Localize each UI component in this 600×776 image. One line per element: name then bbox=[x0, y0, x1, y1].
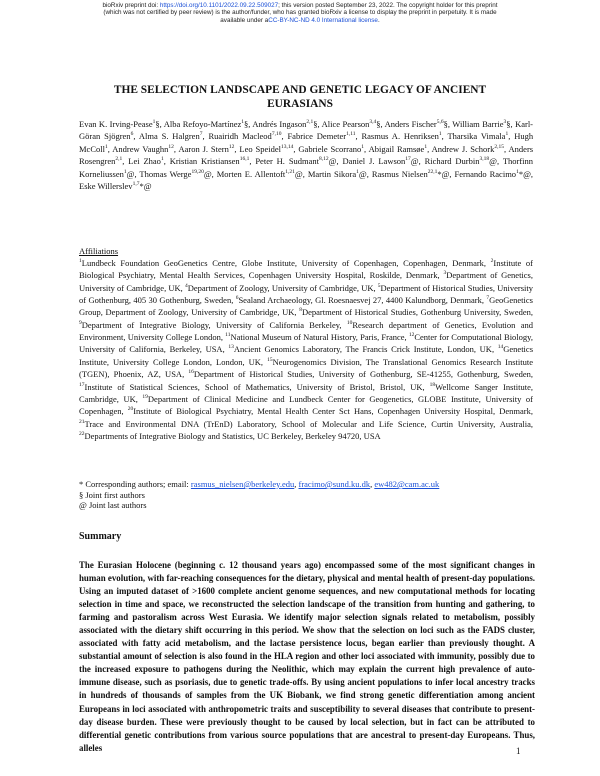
preprint-banner bbox=[0, 2, 600, 24]
banner-prefix: bioRxiv preprint doi: bbox=[102, 2, 160, 9]
author-name: Gabriele Scorrano bbox=[298, 143, 362, 154]
author-affiliation-ref: 1 bbox=[438, 131, 442, 138]
corresponding-authors bbox=[79, 479, 533, 490]
affiliation-number: 19 bbox=[142, 394, 148, 401]
author-separator: , bbox=[355, 131, 362, 142]
affiliation-number: 3 bbox=[443, 270, 447, 277]
author-mark: @ bbox=[126, 168, 135, 179]
affiliation-number: 20 bbox=[127, 406, 134, 413]
author-mark: @ bbox=[410, 156, 419, 167]
author-mark: @ bbox=[328, 156, 337, 167]
author-entry bbox=[170, 156, 256, 166]
title-line-1: THE SELECTION LANDSCAPE AND GENETIC LEGACY OF ANCIENT bbox=[113, 84, 487, 96]
author-separator: , bbox=[248, 118, 253, 129]
summary-heading: Summary bbox=[79, 531, 122, 542]
author-name: Leo Speidel bbox=[239, 143, 281, 154]
author-entry bbox=[79, 181, 152, 191]
email-list bbox=[191, 479, 439, 489]
author-affiliation-ref: 1 bbox=[424, 143, 428, 150]
author-affiliation-ref: 19,20 bbox=[191, 168, 204, 175]
author-name: Alice Pearson bbox=[321, 118, 370, 129]
author-entry bbox=[425, 156, 503, 166]
author-name: Fabrice Demeter bbox=[287, 131, 347, 142]
author-affiliation-ref: 3,18 bbox=[479, 156, 490, 163]
author-name: Hugh McColl bbox=[79, 131, 534, 154]
author-separator: , bbox=[317, 118, 322, 129]
affiliations-heading: Affiliations bbox=[79, 246, 119, 256]
author-mark: @ bbox=[358, 168, 367, 179]
author-name: Abigail Ramsøe bbox=[368, 143, 425, 154]
author-name: Andrew Vaughn bbox=[112, 143, 169, 154]
author-name: Aaron J. Stern bbox=[178, 143, 229, 154]
author-entry bbox=[369, 144, 432, 154]
author-name: Alba Refoyo-Martínez bbox=[163, 118, 242, 129]
author-entry bbox=[287, 131, 361, 141]
license-suffix: . bbox=[377, 16, 380, 24]
affiliation-number: 18 bbox=[429, 381, 436, 388]
author-separator: , bbox=[441, 131, 448, 142]
author-separator: , bbox=[336, 156, 343, 167]
affiliation-number: 10 bbox=[346, 319, 353, 326]
author-mark: @ bbox=[294, 168, 303, 179]
author-name: Lei Zhao bbox=[128, 156, 161, 167]
author-name: Rasmus Nielsen bbox=[371, 168, 428, 179]
author-name: Martin Sikora bbox=[307, 168, 357, 179]
author-name: Andrew J. Schork bbox=[431, 143, 495, 154]
affiliation-entry bbox=[228, 344, 497, 354]
author-mark: § bbox=[313, 118, 318, 129]
author-name: Richard Durbin bbox=[424, 156, 480, 167]
title-line-2: EURASIANS bbox=[267, 98, 333, 110]
author-mark: § bbox=[244, 118, 249, 129]
author-name: Kristian Kristiansen bbox=[169, 156, 240, 167]
author-entry bbox=[178, 144, 239, 154]
affiliation-text: Department of Zoology, University of Cambridge, UK, bbox=[187, 282, 378, 293]
author-separator: , bbox=[281, 131, 288, 142]
affiliation-entry bbox=[188, 369, 533, 379]
author-affiliation-ref: 1 bbox=[356, 168, 359, 175]
affiliation-text: Neurogenomics Division, The Translational Genomics Research Institute (TGEN), Phoenix, AZ, USA, bbox=[79, 356, 533, 380]
author-mark: § bbox=[376, 118, 381, 129]
author-separator: , bbox=[503, 143, 509, 154]
author-entry bbox=[361, 131, 447, 141]
author-name: Anders Rosengren bbox=[79, 143, 534, 167]
author-entry bbox=[139, 131, 209, 141]
license-prefix: available under a bbox=[220, 16, 269, 24]
author-separator: , bbox=[530, 168, 534, 179]
author-affiliation-ref: 1,7 bbox=[132, 181, 140, 188]
author-affiliation-ref: 3,4 bbox=[369, 119, 377, 125]
license-link[interactable]: CC-BY-NC-ND 4.0 International license bbox=[268, 16, 378, 24]
author-name: Eske Willerslev bbox=[79, 180, 133, 191]
author-name: Andrés Ingason bbox=[252, 118, 307, 129]
author-mark: @ bbox=[203, 168, 212, 179]
affiliation-text: Wellcome Sanger Institute, Cambridge, UK, bbox=[79, 381, 533, 404]
affiliation-text: Department of Historical Studies, University of Gothenburg, 405 30 Gothenburg, Sweden, bbox=[79, 282, 534, 305]
author-mark: *@ bbox=[518, 168, 531, 179]
affiliation-text: Institute of Statistical Sciences, School of Mathematics, University of Bristol, Bristol, UK, bbox=[84, 381, 430, 392]
affiliation-number: 6 bbox=[235, 295, 239, 302]
author-affiliation-ref: 2,15 bbox=[494, 143, 504, 150]
summary-paragraph: The Eurasian Holocene (beginning c. 12 thousand years ago) encompassed some of the most significant changes in human evolution, with far-reaching consequences for the dietary, physical and mental health of present-day populations. Using an imputed dataset of >1600 complete ancient genome sequences, and new computational methods for locating selection in time and space, we reconstructed the selection landscape of the transition from hunting and gathering, to farming and pastoralism across West Eurasia. We identify major selection signals related to metabolism, possibly associated with the dietary shift occurring in this period. We show that the selection on loci such as the FADS cluster, associated with fatty acid metabolism, and the lactase persistence locus, began earlier than previously thought. A substantial amount of selection is also found in the HLA region and other loci associated with immunity, possibly due to the increased exposure to pathogens during the Neolithic, which may explain the current high prevalence of auto-immune disease, such as psoriasis, due to genetic trade-offs. By using ancient populations to infer local ancestry tracks in hundreds of thousands of samples from the UK Biobank, we find strong genetic differentiation among ancient Europeans in loci associated with anthropometric traits and susceptibility to several diseases that contribute to present-day disease burden. These were previously thought to be caused by local selection, but in fact can be attributed to differential genetic contributions from various source populations that are ancestral to present-day Europeans. Thus, alleles bbox=[79, 560, 535, 753]
author-separator: , bbox=[447, 118, 453, 129]
affiliation-entry bbox=[225, 332, 409, 342]
affiliation-number: 16 bbox=[188, 369, 194, 376]
affiliation-number: 8 bbox=[299, 307, 302, 314]
author-entry bbox=[432, 144, 509, 154]
author-affiliation-ref: 22,1 bbox=[427, 168, 438, 175]
author-separator: , bbox=[380, 118, 385, 129]
author-affiliation-ref: 7 bbox=[199, 131, 203, 138]
author-separator: , bbox=[293, 143, 299, 154]
affiliation-number: 7 bbox=[486, 295, 490, 302]
email-separator: , bbox=[370, 479, 375, 489]
affiliation-text: Trace and Environmental DNA (TrEnD) Laboratory, School of Molecular and Life Science, Curtin University, Australia, bbox=[84, 418, 533, 429]
author-affiliation-ref: 2,1 bbox=[306, 119, 314, 125]
joint-last-note: @ Joint last authors bbox=[79, 500, 147, 511]
affiliation-text: Lundbeck Foundation GeoGenetics Centre, Globe Institute, University of Copenhagen, Copenhagen, Denmark, bbox=[81, 257, 491, 268]
author-affiliation-ref: 1,21 bbox=[285, 168, 295, 175]
author-entry bbox=[79, 119, 164, 129]
affiliation-entry bbox=[79, 382, 430, 392]
author-entry bbox=[343, 156, 425, 166]
affiliations-list bbox=[79, 256, 533, 442]
corresponding-label: * Corresponding authors; email: bbox=[79, 479, 191, 489]
author-separator: , bbox=[418, 156, 425, 167]
affiliation-entry bbox=[185, 283, 378, 293]
author-entry bbox=[298, 144, 368, 154]
author-affiliation-ref: 1 bbox=[104, 143, 108, 150]
author-name: Thorfinn Korneliussen bbox=[79, 156, 534, 179]
affiliation-number: 4 bbox=[184, 282, 188, 289]
author-mark: § bbox=[506, 118, 511, 129]
email-link[interactable]: rasmus_nielsen@berkeley.edu bbox=[190, 479, 295, 489]
author-name: William Barrie bbox=[452, 118, 504, 129]
author-separator: , bbox=[366, 168, 372, 179]
author-entry bbox=[239, 144, 298, 154]
affiliation-text: Department of Historical Studies, Gothenburg University, Sweden, bbox=[302, 307, 533, 318]
affiliation-number: 15 bbox=[267, 357, 273, 363]
banner-line-1 bbox=[0, 2, 600, 9]
affiliation-text: National Museum of Natural History, Paris, France, bbox=[230, 332, 409, 343]
author-affiliation-ref: 1 bbox=[516, 168, 519, 175]
author-name: Morten E. Allentoft bbox=[216, 168, 286, 179]
author-separator: , bbox=[211, 168, 217, 179]
affiliation-text: Department of Historical Studies, University of Gothenburg, SE-41255, Gothenburg, Sweden, bbox=[193, 369, 533, 380]
affiliation-text: Ancient Genomics Laboratory, The Francis Crick Institute, London, UK, bbox=[233, 344, 498, 355]
author-separator: , bbox=[508, 131, 515, 142]
author-name: Fernando Racimo bbox=[454, 168, 517, 179]
author-name: Rasmus A. Henriksen bbox=[361, 131, 439, 142]
email-link[interactable]: fracimo@sund.ku.dk bbox=[298, 479, 371, 489]
author-separator: , bbox=[496, 156, 503, 167]
affiliation-text: Institute of Biological Psychiatry, Mental Health Services, Copenhagen University Hospital, Roskilde, Denmark, bbox=[79, 257, 533, 281]
author-affiliation-ref: 5,6 bbox=[436, 119, 444, 125]
author-separator: , bbox=[107, 143, 113, 154]
author-separator: , bbox=[122, 156, 129, 167]
author-affiliation-ref: 1 bbox=[505, 131, 509, 138]
email-link[interactable]: ew482@cam.ac.uk bbox=[374, 479, 440, 489]
author-separator: , bbox=[159, 118, 164, 129]
author-separator: , bbox=[427, 143, 432, 154]
author-entry bbox=[385, 119, 453, 129]
author-affiliation-ref: 2,1 bbox=[115, 156, 123, 163]
doi-link[interactable]: https://doi.org/10.1101/2022.09.22.509027 bbox=[159, 2, 279, 9]
affiliation-entry bbox=[79, 419, 533, 429]
author-separator: , bbox=[134, 168, 140, 179]
author-entry bbox=[322, 119, 385, 129]
author-affiliation-ref: 16,1 bbox=[239, 156, 250, 163]
author-entry bbox=[128, 156, 169, 166]
email-separator: , bbox=[294, 479, 299, 489]
affiliation-text: Sealand Archaeology, Gl. Roesnaesvej 27, 4400 Kalundborg, Denmark, bbox=[238, 294, 487, 305]
author-entry bbox=[252, 119, 321, 129]
affiliation-number: 21 bbox=[79, 418, 85, 425]
affiliation-text: Research department of Genetics, Evolution and Environment, University College London, bbox=[79, 319, 533, 343]
author-entry bbox=[372, 169, 455, 179]
banner-line-2: (which was not certified by peer review) is the author/funder, who has granted bioRxiv a license to display the preprint in perpetuity. It is made bbox=[103, 9, 497, 17]
author-name: Evan K. Irving-Pease bbox=[79, 118, 153, 129]
affiliation-entry bbox=[299, 307, 533, 317]
author-entry bbox=[455, 169, 533, 179]
author-entry bbox=[112, 144, 178, 154]
affiliation-number: 12 bbox=[408, 332, 415, 339]
author-mark: *@ bbox=[437, 168, 450, 179]
author-mark: § bbox=[155, 118, 160, 129]
affiliation-number: 14 bbox=[497, 344, 504, 351]
affiliation-number: 13 bbox=[228, 344, 234, 351]
author-affiliation-ref: 12 bbox=[228, 143, 235, 150]
author-affiliation-ref: 1 bbox=[361, 143, 364, 150]
affiliation-number: 9 bbox=[79, 319, 82, 326]
author-separator: , bbox=[449, 168, 455, 179]
author-name: Alma S. Halgren bbox=[138, 131, 200, 142]
affiliation-entry bbox=[128, 406, 533, 416]
author-separator: , bbox=[173, 143, 179, 154]
author-affiliation-ref: 1 bbox=[241, 119, 245, 125]
author-name: Thomas Werge bbox=[139, 168, 192, 179]
affiliation-entry bbox=[79, 258, 491, 268]
author-separator: , bbox=[163, 156, 170, 167]
author-affiliation-ref: 3 bbox=[503, 119, 507, 125]
author-name: Tharsika Vimala bbox=[447, 131, 506, 142]
joint-first-note: § Joint first authors bbox=[79, 489, 145, 500]
affiliation-text: GeoGenetics Group, Department of Zoology, University of Cambridge, UK, bbox=[79, 294, 533, 318]
author-name: Karl-Göran Sjögren bbox=[79, 118, 534, 142]
affiliation-entry bbox=[79, 431, 381, 441]
author-affiliation-ref: 8,12 bbox=[319, 156, 329, 163]
affiliation-number: 1 bbox=[79, 258, 82, 264]
author-affiliation-ref: 1 bbox=[160, 156, 164, 163]
author-separator: , bbox=[364, 143, 369, 154]
banner-line-3 bbox=[0, 17, 600, 24]
author-affiliation-ref: 13,14 bbox=[281, 143, 294, 150]
author-name: Peter H. Sudmant bbox=[255, 156, 320, 167]
author-affiliation-ref: 7,10 bbox=[271, 131, 282, 138]
author-separator: , bbox=[202, 131, 209, 142]
author-name: Anders Fischer bbox=[384, 118, 437, 129]
author-affiliation-ref: 1 bbox=[152, 119, 156, 125]
page-number: 1 bbox=[516, 746, 521, 756]
affiliation-number: 17 bbox=[79, 381, 85, 388]
affiliation-text: Departments of Integrative Biology and Statistics, UC Berkeley, Berkeley 94720, USA bbox=[84, 431, 381, 442]
affiliation-text: Department of Integrative Biology, University of California Berkeley, bbox=[81, 319, 347, 330]
affiliation-number: 22 bbox=[79, 431, 85, 438]
author-entry bbox=[208, 131, 287, 141]
author-affiliation-ref: 1 bbox=[123, 168, 127, 175]
author-entry bbox=[164, 119, 253, 129]
author-name: Ruairidh Macleod bbox=[208, 131, 272, 142]
author-affiliation-ref: 12 bbox=[168, 143, 174, 150]
affiliation-number: 2 bbox=[490, 258, 494, 264]
author-separator: , bbox=[302, 168, 308, 179]
author-affiliation-ref: 17 bbox=[405, 156, 411, 163]
author-name: Daniel J. Lawson bbox=[342, 156, 406, 167]
affiliation-entry bbox=[79, 320, 347, 330]
author-affiliation-ref: 1,11 bbox=[346, 131, 356, 138]
affiliation-text: Genetics Institute, University College London, London, UK, bbox=[79, 344, 534, 367]
author-affiliation-ref: 6 bbox=[130, 131, 134, 138]
affiliation-entry bbox=[235, 294, 490, 305]
author-separator: , bbox=[133, 131, 139, 142]
affiliation-text: Department of Clinical Medicine and Lundbeck Center for Geogenetics, GLOBE Institute, University of Copenhagen, bbox=[79, 393, 533, 417]
author-mark: § bbox=[443, 118, 448, 129]
author-entry bbox=[447, 131, 514, 141]
author-entry bbox=[255, 156, 342, 166]
affiliation-text: Institute of Biological Psychiatry, Mental Health Center Sct Hans, Copenhagen University Hospital, Denmark, bbox=[133, 406, 533, 417]
author-mark: *@ bbox=[139, 180, 152, 191]
author-entry bbox=[139, 169, 216, 179]
affiliation-number: 11 bbox=[225, 332, 231, 339]
author-separator: , bbox=[234, 143, 240, 154]
author-mark: @ bbox=[489, 156, 497, 167]
banner-suffix: ; this version posted September 23, 2022. The copyright holder for this preprint bbox=[278, 2, 498, 9]
affiliation-text: Department of Genetics, University of Cambridge, UK, bbox=[79, 270, 533, 293]
affiliation-text: Center for Computational Biology, University of California, Berkeley, USA, bbox=[79, 332, 533, 355]
author-separator: , bbox=[510, 118, 516, 129]
affiliation-number: 5 bbox=[377, 282, 381, 289]
paper-title bbox=[60, 83, 540, 111]
author-list bbox=[79, 117, 533, 192]
author-entry bbox=[217, 169, 308, 179]
author-entry bbox=[308, 169, 372, 179]
author-entry bbox=[452, 119, 515, 129]
author-separator: , bbox=[249, 156, 256, 167]
author-notes bbox=[79, 479, 533, 511]
